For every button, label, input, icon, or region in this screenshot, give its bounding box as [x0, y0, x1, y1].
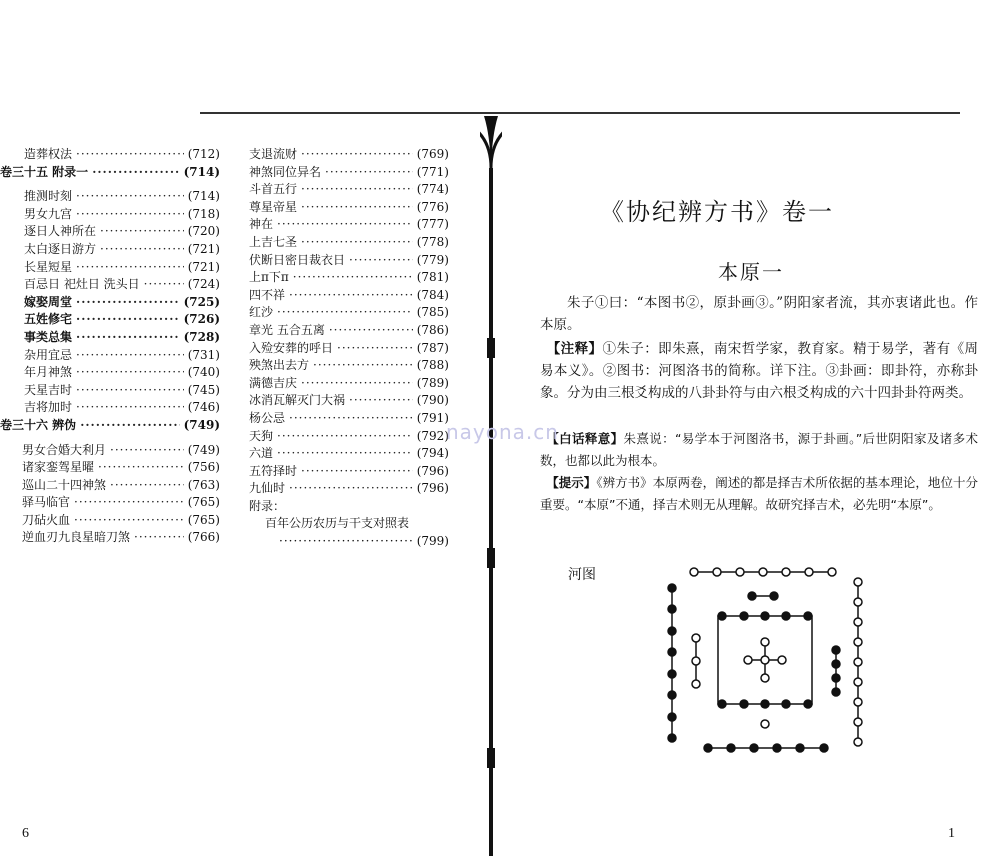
- toc-leader-dots: [74, 494, 184, 512]
- toc-row[interactable]: [249, 340, 449, 358]
- toc-leader-dots: [279, 533, 413, 551]
- toc-entry-page: (786): [416, 322, 449, 337]
- toc-entry-page: (714): [183, 164, 220, 179]
- toc-entry-title: 逐日人神所在: [24, 224, 97, 239]
- toc-entry-page: (763): [187, 477, 220, 492]
- toc-row[interactable]: [0, 347, 220, 365]
- toc-leader-dots: [100, 223, 184, 241]
- toc-entry-title: 入殓安葬的呼日: [249, 340, 334, 355]
- toc-leader-dots: [76, 382, 184, 400]
- toc-row[interactable]: [0, 206, 220, 224]
- toc-entry-title: 九仙时: [249, 481, 286, 496]
- toc-leader-dots: [76, 146, 184, 164]
- toc-row[interactable]: [249, 199, 449, 217]
- toc-row[interactable]: [249, 269, 449, 287]
- toc-entry-title: 天狗: [249, 428, 274, 443]
- toc-row[interactable]: [0, 399, 220, 417]
- toc-entry-title: 五姓修宅: [24, 312, 73, 327]
- intro-text: 朱子①曰：“本图书②，原卦画③。”阴阳家者流，其亦衷诸此也。作本原。: [540, 295, 978, 333]
- toc-entry-page: (746): [187, 400, 220, 415]
- toc-entry-title: 红沙: [249, 305, 274, 320]
- toc-entry-page: (781): [416, 270, 449, 285]
- toc-entry-title: 天星吉时: [24, 382, 73, 397]
- toc-entry-title: 上吉七圣: [249, 234, 298, 249]
- toc-row[interactable]: [249, 410, 449, 428]
- notes-paragraph: [540, 338, 978, 404]
- toc-entry-page: (745): [187, 382, 220, 397]
- toc-column-left: [0, 146, 220, 547]
- toc-entry-title: 冰消瓦解灭门大祸: [249, 393, 346, 408]
- toc-entry-title: 造葬权法: [24, 147, 73, 161]
- toc-row[interactable]: [249, 463, 449, 481]
- toc-entry-page: (787): [416, 340, 449, 355]
- toc-row[interactable]: [249, 480, 449, 498]
- toc-leader-dots: [76, 259, 184, 277]
- toc-leader-dots: [301, 146, 413, 164]
- toc-entry-title: 诸家銮驾星曜: [22, 460, 95, 475]
- toc-row[interactable]: [0, 529, 220, 547]
- toc-leader-dots: [289, 410, 413, 428]
- toc-entry-page: (784): [416, 287, 449, 302]
- toc-leader-dots: [301, 181, 413, 199]
- toc-entry-page: (721): [187, 259, 220, 274]
- toc-entry-page: (749): [183, 417, 220, 432]
- toc-leader-dots: [301, 375, 413, 393]
- toc-row[interactable]: [249, 357, 449, 375]
- toc-row[interactable]: [0, 294, 220, 312]
- toc-entry-title: 殃煞出去方: [249, 358, 310, 373]
- toc-entry-title: 杂用宜忌: [24, 347, 73, 362]
- toc-leader-dots: [76, 347, 184, 365]
- toc-row[interactable]: [249, 392, 449, 410]
- toc-leader-dots: [134, 529, 184, 547]
- toc-gap: [0, 181, 220, 188]
- toc-entry-title: 吉将加时: [24, 400, 73, 415]
- toc-entry-title: 嫁娶周堂: [24, 294, 73, 309]
- toc-entry-page: (740): [187, 365, 220, 380]
- page-top-edge: [200, 112, 960, 114]
- toc-entry-page: (796): [416, 481, 449, 496]
- toc-leader-dots: [110, 477, 184, 495]
- hint-label: 【提示】: [546, 475, 597, 490]
- vernacular-paragraph: [540, 428, 978, 472]
- toc-entry-title: 五符择时: [249, 463, 298, 478]
- toc-entry-title: 推测时刻: [24, 189, 73, 204]
- toc-entry-title: 神在: [249, 217, 274, 232]
- toc-row[interactable]: [0, 364, 220, 382]
- toc-leader-dots: [277, 445, 413, 463]
- toc-entry-page: (789): [416, 375, 449, 390]
- book-gutter: [480, 108, 502, 856]
- toc-gap: [0, 435, 220, 442]
- toc-entry-title: 事类总集: [24, 329, 73, 344]
- toc-entry-title: 杨公忌: [249, 410, 286, 425]
- toc-entry-title: 逆血刃九良星暗刀煞: [22, 530, 131, 545]
- toc-column-middle: [249, 146, 449, 551]
- hetu-diagram: [660, 566, 870, 760]
- toc-entry-title: 卷三十六 辨伪: [0, 417, 77, 432]
- toc-entry-title: 百忌日 祀灶日 洗头日: [24, 277, 140, 292]
- toc-entry-page: (791): [416, 410, 449, 425]
- toc-leader-dots: [325, 164, 413, 182]
- right-page-number: 1: [948, 826, 955, 841]
- book-title: 《协纪辨方书》卷一: [600, 198, 834, 226]
- toc-leader-dots: [76, 399, 184, 417]
- toc-entry-page: (774): [416, 182, 449, 197]
- toc-leader-dots: [110, 442, 184, 460]
- toc-entry-title: 上π下π: [249, 270, 289, 285]
- toc-row[interactable]: [0, 241, 220, 259]
- toc-entry-page: (756): [187, 460, 220, 475]
- toc-entry-page: (777): [416, 217, 449, 232]
- toc-row[interactable]: [0, 146, 220, 164]
- toc-leader-dots: [100, 241, 184, 259]
- toc-entry-title: 男女九宫: [24, 206, 73, 221]
- toc-entry-page: (769): [416, 147, 449, 161]
- toc-row[interactable]: [0, 382, 220, 400]
- toc-row[interactable]: [0, 276, 220, 294]
- toc-leader-dots: [277, 216, 413, 234]
- toc-leader-dots: [313, 357, 413, 375]
- toc-leader-dots: [76, 329, 180, 347]
- toc-entry-page: (731): [187, 347, 220, 362]
- toc-leader-dots: [289, 287, 413, 305]
- toc-entry-title: 太白逐日游方: [24, 241, 97, 256]
- toc-row[interactable]: [249, 181, 449, 199]
- appendix-title[interactable]: 百年公历农历与干支对照表: [265, 516, 410, 531]
- toc-entry-title: 刀砧火血: [22, 512, 71, 527]
- toc-entry-page: (766): [187, 530, 220, 545]
- vernacular-label: 【白话释意】: [546, 431, 624, 446]
- toc-entry-title: 斗首五行: [249, 182, 298, 197]
- toc-leader-dots: [277, 428, 413, 446]
- toc-row[interactable]: [249, 164, 449, 182]
- toc-entry-page: (725): [183, 294, 220, 309]
- toc-leader-dots: [76, 188, 184, 206]
- toc-row[interactable]: [0, 459, 220, 477]
- toc-leader-dots: [277, 304, 413, 322]
- vernacular-text: 朱熹说：“易学本于河图洛书，源于卦画。”后世阴阳家及诸多术数，也都以此为根本。: [540, 431, 978, 468]
- notes-label: 【注释】: [546, 341, 603, 357]
- appendix-page-row: [249, 533, 449, 551]
- toc-entry-page: (779): [416, 252, 449, 267]
- toc-entry-title: 支退流财: [249, 147, 298, 161]
- toc-row[interactable]: [249, 287, 449, 305]
- toc-entry-title: 长星短星: [24, 259, 73, 274]
- hint-paragraph: [540, 472, 978, 516]
- toc-entry-title: 男女合婚大利月: [22, 442, 107, 457]
- toc-entry-page: (720): [187, 224, 220, 239]
- toc-entry-page: (776): [416, 199, 449, 214]
- toc-entry-page: (724): [187, 277, 220, 292]
- toc-row[interactable]: [0, 494, 220, 512]
- toc-entry-title: 六道: [249, 446, 274, 461]
- toc-leader-dots: [144, 276, 184, 294]
- toc-leader-dots: [301, 463, 413, 481]
- toc-leader-dots: [76, 364, 184, 382]
- toc-entry-page: (765): [187, 512, 220, 527]
- toc-entry-title: 年月神煞: [24, 365, 73, 380]
- hint-text: 《辨方书》本原两卷，阐述的都是择吉术所依据的基本理论，地位十分重要。“本原”不通，择吉术则无从理解。故研究择吉术，必先明“本原”。: [540, 475, 978, 512]
- toc-leader-dots: [337, 340, 413, 358]
- toc-row[interactable]: [249, 322, 449, 340]
- notes-text: ①朱子：即朱熹，南宋哲学家，教育家。精于易学，著有《周易本义》。②图书：河图洛书的简称。详下注。③卦画：即卦符，亦称卦象。分为由三根爻构成的八卦卦符与由六根爻构成的六十四卦卦符两类。: [540, 341, 979, 401]
- toc-leader-dots: [76, 294, 180, 312]
- hetu-label: 河图: [568, 567, 596, 583]
- toc-row[interactable]: [249, 428, 449, 446]
- intro-paragraph: [540, 292, 978, 336]
- toc-leader-dots: [74, 512, 184, 530]
- toc-leader-dots: [349, 392, 413, 410]
- toc-row[interactable]: [249, 304, 449, 322]
- toc-entry-page: (712): [187, 147, 220, 161]
- toc-entry-page: (765): [187, 495, 220, 510]
- toc-row[interactable]: [249, 445, 449, 463]
- toc-row[interactable]: [0, 417, 220, 435]
- toc-entry-page: (778): [416, 234, 449, 249]
- toc-leader-dots: [293, 269, 413, 287]
- appendix-label: 附录：: [249, 498, 286, 513]
- toc-row[interactable]: [249, 216, 449, 234]
- toc-entry-page: (785): [416, 305, 449, 320]
- toc-entry-title: 满德吉庆: [249, 375, 298, 390]
- toc-row[interactable]: [0, 329, 220, 347]
- toc-entry-page: (794): [416, 446, 449, 461]
- toc-entry-title: 伏断日密日裁衣日: [249, 252, 346, 267]
- toc-entry-title: 卷三十五 附录一: [0, 164, 89, 179]
- toc-entry-page: (749): [187, 442, 220, 457]
- toc-entry-page: (788): [416, 358, 449, 373]
- toc-leader-dots: [92, 164, 179, 182]
- toc-row[interactable]: [0, 259, 220, 277]
- toc-entry-page: (790): [416, 393, 449, 408]
- left-page-number: 6: [22, 826, 29, 841]
- chapter-title: 本原一: [718, 260, 784, 284]
- toc-entry-title: 四不祥: [249, 287, 286, 302]
- toc-leader-dots: [289, 480, 413, 498]
- toc-entry-title: 神煞同位异名: [249, 164, 322, 179]
- toc-entry-title: 尊星帝星: [249, 199, 298, 214]
- toc-entry-page: (796): [416, 463, 449, 478]
- toc-entry-page: (726): [183, 312, 220, 327]
- toc-row[interactable]: [0, 512, 220, 530]
- appendix-page-number: (799): [416, 534, 449, 549]
- toc-row[interactable]: [249, 252, 449, 270]
- toc-row[interactable]: [0, 311, 220, 329]
- toc-row[interactable]: [249, 375, 449, 393]
- toc-leader-dots: [76, 206, 184, 224]
- toc-entry-page: (728): [183, 329, 220, 344]
- toc-entry-page: (714): [187, 189, 220, 204]
- toc-row[interactable]: [0, 188, 220, 206]
- toc-entry-title: 巡山二十四神煞: [22, 477, 107, 492]
- toc-row[interactable]: [0, 477, 220, 495]
- toc-leader-dots: [329, 322, 413, 340]
- watermark: nayona.cn: [446, 420, 559, 444]
- toc-leader-dots: [349, 252, 413, 270]
- toc-leader-dots: [301, 199, 413, 217]
- toc-leader-dots: [80, 417, 179, 435]
- toc-entry-page: (721): [187, 241, 220, 256]
- toc-entry-page: (771): [416, 164, 449, 179]
- toc-row[interactable]: [0, 442, 220, 460]
- toc-leader-dots: [301, 234, 413, 252]
- toc-entry-title: 驿马临官: [22, 495, 71, 510]
- toc-entry-page: (792): [416, 428, 449, 443]
- toc-row[interactable]: [249, 234, 449, 252]
- hetu-dots: [668, 568, 862, 752]
- toc-row[interactable]: [249, 146, 449, 164]
- toc-row[interactable]: [0, 164, 220, 182]
- toc-entry-title: 章光 五合五离: [249, 322, 325, 337]
- toc-entry-page: (718): [187, 206, 220, 221]
- toc-leader-dots: [98, 459, 184, 477]
- toc-leader-dots: [76, 311, 180, 329]
- toc-row[interactable]: [0, 223, 220, 241]
